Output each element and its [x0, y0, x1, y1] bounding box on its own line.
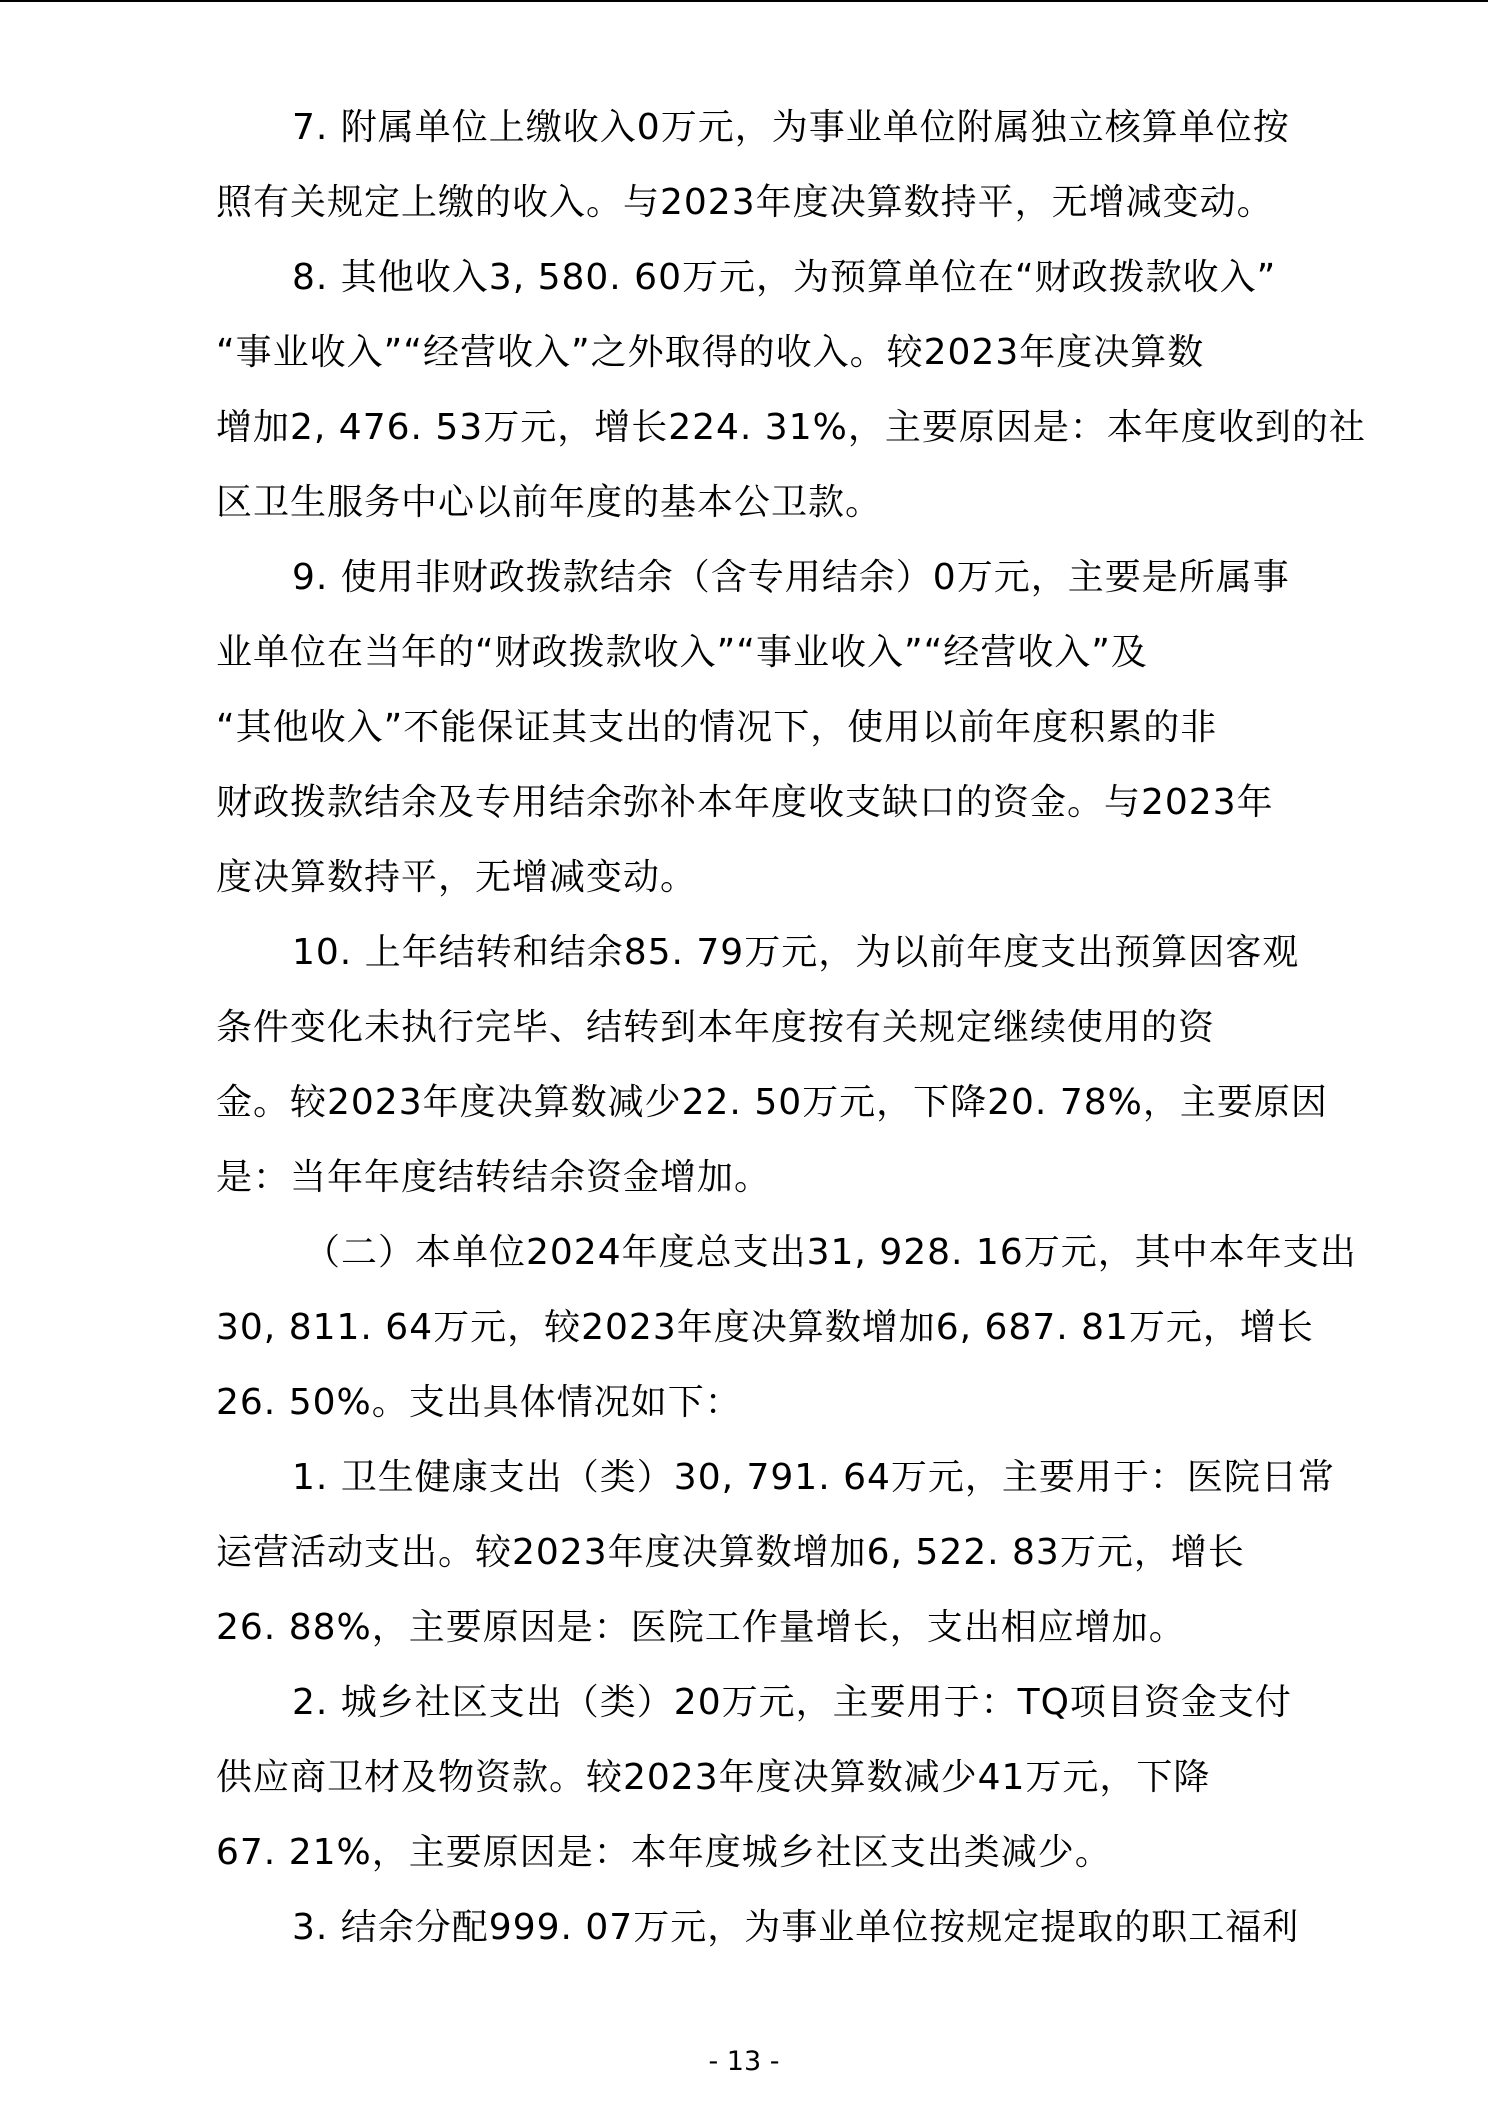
paragraph-item-9-line-5: 度决算数持平，无增减变动。 [216, 857, 698, 898]
paragraph-item-9-line-4: 财政拨款结余及专用结余弥补本年度收支缺口的资金。与2023年 [216, 782, 1274, 823]
paragraph-item-10-line-3: 金。较2023年度决算数减少22. 50万元，下降20. 78%，主要原因 [216, 1082, 1328, 1123]
expense-item-2-line-3: 67. 21%，主要原因是：本年度城乡社区支出类减少。 [216, 1832, 1112, 1873]
paragraph-item-8-line-3: 增加2, 476. 53万元，增长224. 31%，主要原因是：本年度收到的社 [216, 407, 1366, 448]
expense-item-2-line-1: 2. 城乡社区支出（类）20万元，主要用于：TQ项目资金支付 [292, 1682, 1292, 1723]
section-2-heading-line-1: （二）本单位2024年度总支出31, 928. 16万元，其中本年支出 [304, 1232, 1357, 1273]
section-2-heading-line-3: 26. 50%。支出具体情况如下： [216, 1382, 742, 1423]
top-border-line [0, 0, 1488, 2]
paragraph-item-10-line-4: 是：当年年度结转结余资金增加。 [216, 1157, 772, 1198]
document-body [216, 90, 1366, 1965]
expense-item-1-line-3: 26. 88%，主要原因是：医院工作量增长，支出相应增加。 [216, 1607, 1186, 1648]
page-number: - 13 - [708, 2046, 780, 2077]
paragraph-item-9-line-3: “其他收入”不能保证其支出的情况下，使用以前年度积累的非 [216, 707, 1218, 748]
paragraph-item-9-line-1: 9. 使用非财政拨款结余（含专用结余）0万元，主要是所属事 [292, 557, 1290, 598]
paragraph-item-8-line-2: “事业收入”“经营收入”之外取得的收入。较2023年度决算数 [216, 332, 1205, 373]
paragraph-item-8-line-4: 区卫生服务中心以前年度的基本公卫款。 [216, 482, 883, 523]
paragraph-item-10-line-2: 条件变化未执行完毕、结转到本年度按有关规定继续使用的资 [216, 1007, 1216, 1048]
section-2-heading-line-2: 30, 811. 64万元，较2023年度决算数增加6, 687. 81万元，增长 [216, 1307, 1314, 1348]
paragraph-item-9-line-2: 业单位在当年的“财政拨款收入”“事业收入”“经营收入”及 [216, 632, 1148, 673]
paragraph-item-7-line-1: 7. 附属单位上缴收入0万元，为事业单位附属独立核算单位按 [292, 107, 1290, 148]
paragraph-item-10-line-1: 10. 上年结转和结余85. 79万元，为以前年度支出预算因客观 [292, 932, 1300, 973]
paragraph-item-7-line-2: 照有关规定上缴的收入。与2023年度决算数持平，无增减变动。 [216, 182, 1274, 223]
expense-item-3-line-1: 3. 结余分配999. 07万元，为事业单位按规定提取的职工福利 [292, 1907, 1300, 1948]
expense-item-1-line-2: 运营活动支出。较2023年度决算数增加6, 522. 83万元，增长 [216, 1532, 1245, 1573]
expense-item-1-line-1: 1. 卫生健康支出（类）30, 791. 64万元，主要用于：医院日常 [292, 1457, 1335, 1498]
paragraph-item-8-line-1: 8. 其他收入3, 580. 60万元，为预算单位在“财政拨款收入” [292, 257, 1277, 298]
expense-item-2-line-2: 供应商卫材及物资款。较2023年度决算数减少41万元，下降 [216, 1757, 1211, 1798]
